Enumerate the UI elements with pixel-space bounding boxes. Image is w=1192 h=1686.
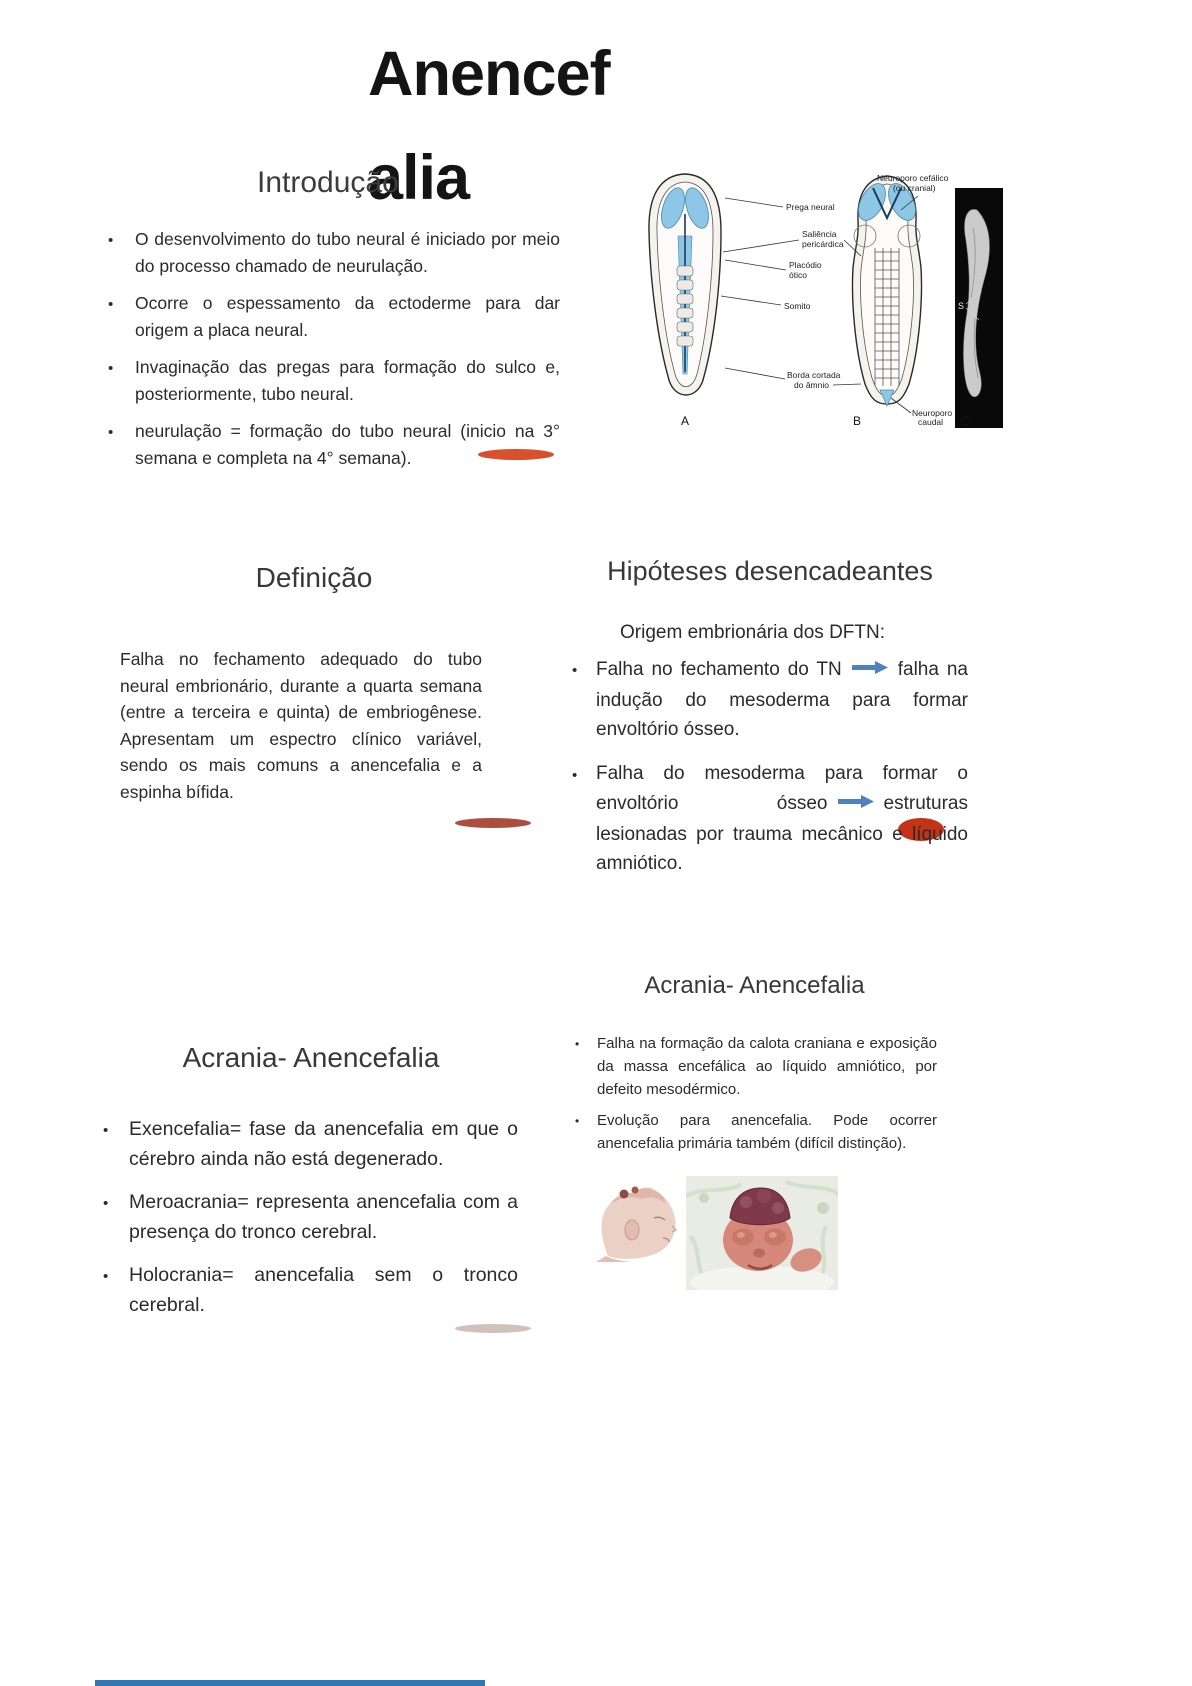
diagram-label: Somito: [784, 301, 811, 311]
hipoteses-bullet-list: [572, 654, 968, 893]
diagram-label: Neuroporo: [912, 408, 953, 418]
list-item: [103, 1260, 518, 1320]
list-item: [575, 1109, 937, 1155]
introducao-bullet-list: [108, 226, 560, 482]
bullet-marker: •: [572, 662, 578, 679]
diagram-label: (ou cranial): [893, 183, 936, 193]
diagram-label: ótico: [789, 270, 807, 280]
hipoteses-heading: Hipóteses desencadeantes: [607, 556, 933, 586]
bullet-marker: •: [103, 1195, 109, 1212]
list-item: [108, 290, 560, 344]
list-item: [103, 1114, 518, 1174]
bullet-marker: •: [108, 296, 114, 313]
diagram-label: caudal: [918, 417, 944, 427]
diagram-label-s: S: [958, 301, 965, 311]
list-item: [108, 226, 560, 280]
diagram-label: Placódio: [789, 260, 822, 270]
bullet-text: Falha do mesoderma para formar o envoltório ósseo: [596, 763, 968, 815]
anencephaly-images: [588, 1176, 848, 1294]
bullet-text: Invaginação das pregas para formação do sulco e, posteriormente, tubo neural.: [135, 357, 560, 404]
bullet-marker: •: [108, 424, 114, 441]
anencephaly-photo: [686, 1176, 838, 1290]
bullet-text: Falha na formação da calota craniana e exposição da massa encefálica ao líquido amniótico, por defeito mesodérmico.: [597, 1035, 937, 1098]
bullet-marker: •: [103, 1122, 109, 1139]
bullet-text: Ocorre o espessamento da ectoderme para dar origem a placa neural.: [135, 293, 560, 340]
acrania-right-bullet-list: [575, 1032, 937, 1163]
bullet-text: O desenvolvimento do tubo neural é iniciado por meio do processo chamado de neurulação.: [135, 229, 560, 276]
acrania-left-heading: Acrania- Anencefalia: [182, 1042, 440, 1073]
list-item: [572, 654, 968, 744]
bullet-marker: •: [108, 360, 114, 377]
diagram-label: pericárdica: [802, 239, 844, 249]
diagram-label: Prega neural: [786, 202, 835, 212]
bullet-marker: •: [103, 1268, 109, 1285]
red-ellipse-sliver: [478, 449, 554, 460]
bullet-text: Exencefalia= fase da anencefalia em que o cérebro ainda não está degenerado.: [129, 1118, 518, 1170]
page-title-line2: alia: [368, 143, 470, 213]
page-title: [368, 22, 610, 230]
bullet-marker: •: [572, 767, 578, 784]
bullet-text: Holocrania= anencefalia sem o tronco cerebral.: [129, 1264, 518, 1316]
acrania-left-bullet-list: [103, 1114, 518, 1333]
list-item: [575, 1032, 937, 1101]
right-arrow-icon: [852, 654, 888, 683]
bullet-marker: •: [575, 1037, 580, 1051]
bullet-text: estruturas lesionadas por trauma mecânico e líquido amniótico.: [596, 793, 968, 874]
list-item: [108, 418, 560, 472]
definicao-heading: Definição: [255, 562, 373, 593]
next-page-edge-bar: [95, 1680, 485, 1686]
right-arrow-icon: [838, 788, 874, 817]
red-ellipse-sliver: [455, 818, 531, 828]
bullet-text: neurulação = formação do tubo neural (inicio na 3° semana e completa na 4° semana).: [135, 421, 560, 468]
bullet-marker: •: [108, 232, 114, 249]
diagram-label: Borda cortada: [787, 370, 841, 380]
anencephaly-illustration: [588, 1176, 683, 1262]
panel-letter-b: B: [853, 414, 862, 428]
bullet-text: falha na indução do mesoderma para formar envoltório ósseo.: [596, 659, 968, 740]
definicao-paragraph: Falha no fechamento adequado do tubo neural embrionário, durante a quarta semana (entre a terceira e quinta) de embriogênese. Apresentam um espectro clínico variável, sendo os mais comuns a anencefalia e a espinha bífida.: [120, 649, 482, 802]
panel-letter-c: C: [961, 414, 970, 428]
list-item: [103, 1187, 518, 1247]
embryo-diagram: [625, 148, 1003, 430]
bullet-text: Evolução para anencefalia. Pode ocorrer anencefalia primária também (difícil distinção).: [597, 1112, 937, 1152]
page-title-line1: Anencef: [368, 39, 610, 109]
bullet-text: Falha no fechamento do TN: [596, 659, 842, 681]
panel-letter-a: A: [681, 414, 690, 428]
hipoteses-subheading: Origem embrionária dos DFTN:: [620, 622, 886, 643]
diagram-label: Saliência: [802, 229, 837, 239]
diagram-label: do âmnio: [794, 380, 829, 390]
diagram-label: Neuroporo cefálico: [877, 173, 949, 183]
acrania-right-heading: Acrania- Anencefalia: [644, 972, 865, 999]
bullet-marker: •: [575, 1114, 580, 1128]
introducao-heading: Introdução: [257, 166, 399, 199]
bullet-text: Meroacrania= representa anencefalia com a presença do tronco cerebral.: [129, 1191, 518, 1243]
list-item: [572, 759, 968, 878]
list-item: [108, 354, 560, 408]
